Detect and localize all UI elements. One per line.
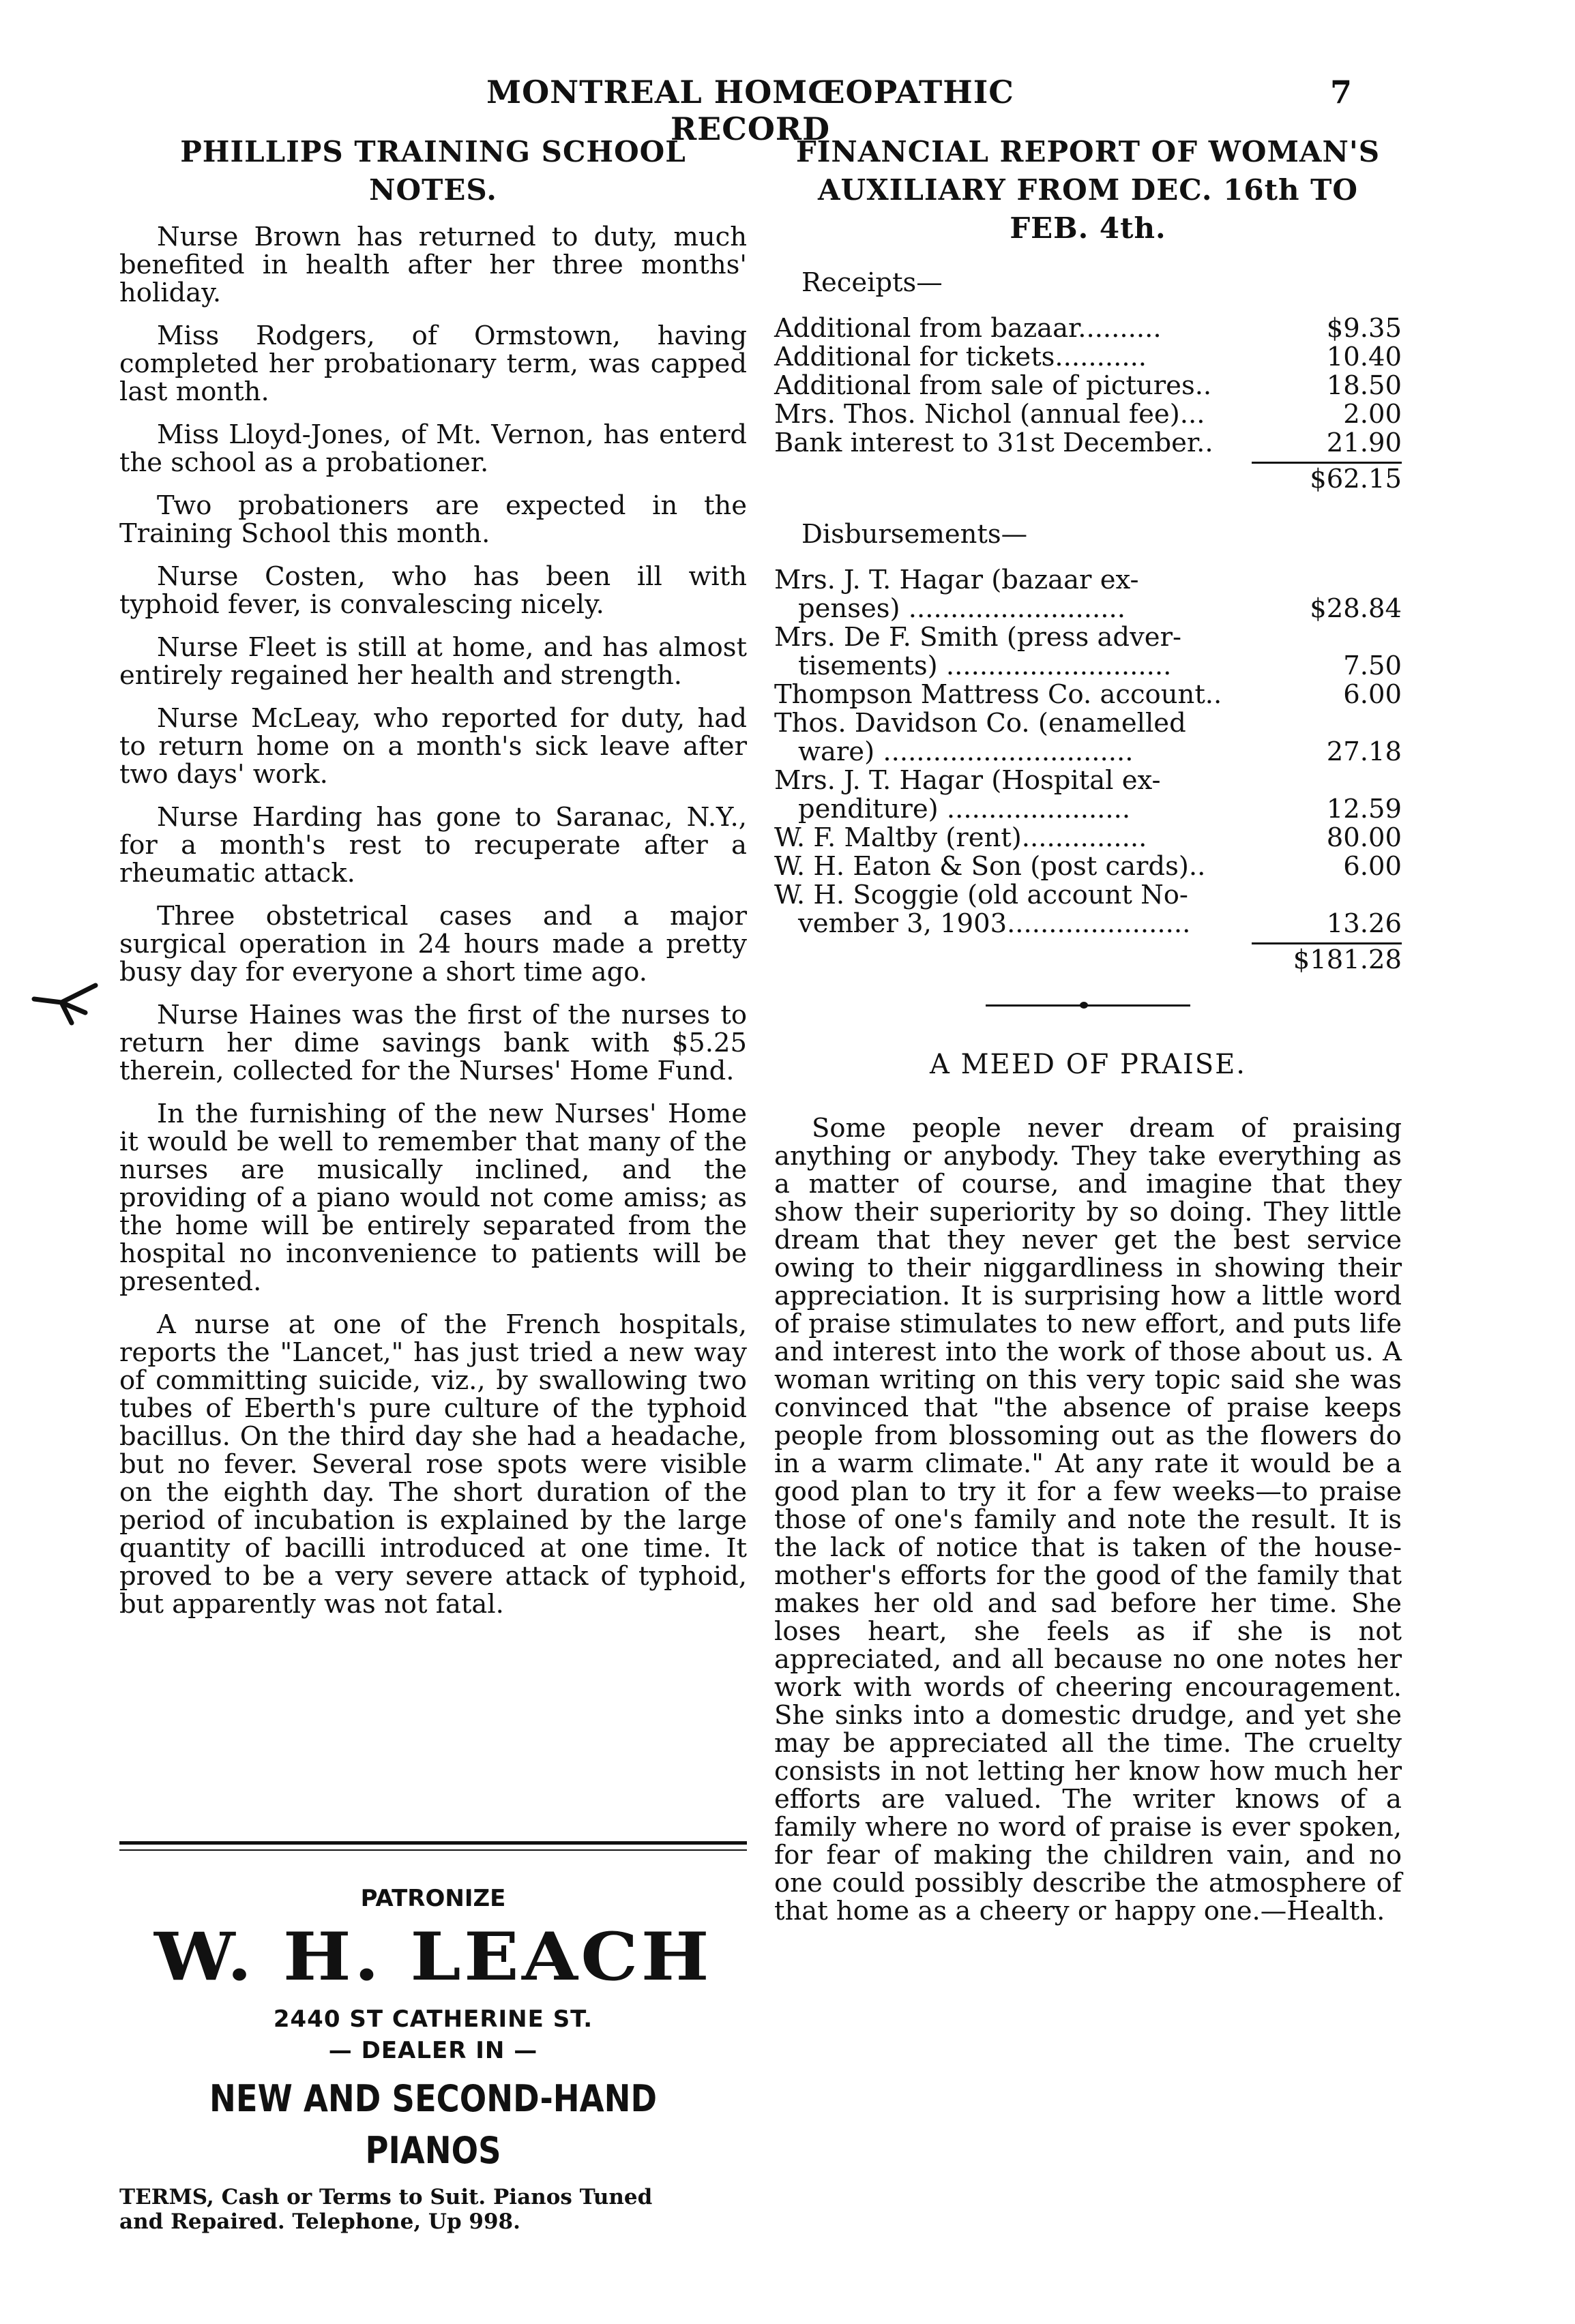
ledger-amount: 13.26 <box>1326 908 1402 939</box>
note-paragraph: Nurse Harding has gone to Saranac, N.Y., for a month's rest to recuperate after a rheumatic attack. <box>119 802 747 889</box>
ledger-desc: W. H. Eaton & Son (post cards).. <box>774 851 1206 882</box>
running-header: MONTREAL HOMŒOPATHIC RECORD <box>486 74 1014 147</box>
ledger-amount: $28.84 <box>1310 593 1402 624</box>
ledger-desc: penditure) ...................... <box>798 794 1131 824</box>
ledger-amount: 27.18 <box>1326 736 1402 767</box>
ledger-row <box>774 314 1402 343</box>
ledger-amount: 12.59 <box>1326 794 1402 824</box>
ledger-row <box>774 566 1402 595</box>
ledger-row <box>774 429 1402 458</box>
ledger-amount: 18.50 <box>1326 370 1402 401</box>
ledger-row <box>774 881 1402 910</box>
ledger-desc: Mrs. J. T. Hagar (Hospital ex- <box>774 765 1161 796</box>
note-paragraph: Three obstetrical cases and a major surgical operation in 24 hours made a pretty busy day for everyone a short time ago. <box>119 901 747 987</box>
note-paragraph: Miss Rodgers, of Ormstown, having completed her probationary term, was capped last month. <box>119 321 747 407</box>
note-paragraph: In the furnishing of the new Nurses' Home it would be well to remember that many of the nurses are musically inclined, and the providing of a piano would not come amiss; as the home will be entirely separated from the hospital no inconvenience to patients will be presented. <box>119 1099 747 1297</box>
disbursements-total: $181.28 <box>1293 944 1402 975</box>
ledger-row <box>774 766 1402 795</box>
ledger-row <box>774 910 1402 938</box>
ledger-row <box>774 343 1402 372</box>
ledger-amount: 10.40 <box>1326 342 1402 372</box>
ad-terms-line: TERMS, Cash or Terms to Suit. Pianos Tuned <box>119 2185 653 2209</box>
ad-lead: PATRONIZE <box>360 1885 506 1912</box>
margin-pencil-mark <box>31 975 99 1030</box>
page-number: 7 <box>1330 74 1353 110</box>
ledger-desc: Thos. Davidson Co. (enamelled <box>774 708 1186 739</box>
ledger-desc: Thompson Mattress Co. account.. <box>774 679 1222 710</box>
ledger-desc: ware) .............................. <box>798 736 1134 767</box>
ledger-desc: Mrs. De F. Smith (press adver- <box>774 622 1181 653</box>
ad-rule <box>119 1841 747 1845</box>
ledger-row <box>774 738 1402 766</box>
ledger-desc: W. H. Scoggie (old account No- <box>774 880 1188 910</box>
leach-advertisement <box>119 1841 747 2234</box>
ledger-desc: Mrs. J. T. Hagar (bazaar ex- <box>774 565 1139 595</box>
ledger-desc: Additional for tickets........... <box>774 342 1147 372</box>
ledger-row <box>774 372 1402 400</box>
disbursements-label: Disbursements— <box>801 519 1028 550</box>
note-paragraph: Nurse Haines was the first of the nurses to return her dime savings bank with $5.25 therein, collected for the Nurses' Home Fund. <box>119 1000 747 1086</box>
ad-terms-line: and Repaired. Telephone, Up 998. <box>119 2209 520 2234</box>
ad-dealer: — DEALER IN — <box>328 2037 538 2064</box>
ad-address: 2440 ST CATHERINE ST. <box>273 2006 593 2033</box>
ledger-row <box>774 652 1402 681</box>
note-paragraph: A nurse at one of the French hospitals, reports the "Lancet," has just tried a new way of committing suicide, viz., by swallowing two tubes of Eberth's pure culture of the typhoid bacillus. On the third day she had a headache, but no fever. Several rose spots were visible on the eighth day. The short duration of the period of incubation is explained by the large quantity of bacilli introduced at one time. It proved to be a very severe attack of typhoid, but apparently was not fatal. <box>119 1309 747 1620</box>
ad-business-name: W. H. LEACH <box>154 1918 712 1995</box>
receipts-ledger <box>774 314 1402 495</box>
ledger-row <box>774 595 1402 623</box>
ledger-amount: 80.00 <box>1326 822 1402 853</box>
ad-terms <box>119 2185 747 2234</box>
meed-of-praise-text: Some people never dream of praising anything or anybody. They take everything as a matter of course, and imagine that they show their superiority by so doing. They little dream that they never get the best service owing to their niggardliness in showing their appreciation. It is surprising how a little word of praise stimulates to new effort, and puts life and interest into the work of those about us. A woman writing on this very topic said she was convinced that "the absence of praise keeps people from blossoming out as the flowers do in a warm climate." At any rate it would be a good plan to try it for a few weeks—to praise those of one's family and note the result. It is the lack of notice that is taken of the house-mother's efforts for the good of the family that makes her old and sad before her time. She loses heart, she feels as if she is not appreciated, and all because no one notes her work with words of cheering encouragement. She sinks into a domestic drudge, and yet she may be appreciated all the time. The cruelty consists in not letting her know how much her efforts are valued. The writer knows of a family where no word of praise is ever spoken, for fear of making the children vain, and no one could possibly describe the atmosphere of that home as a cheery or happy one.—Health. <box>774 1113 1402 1926</box>
ad-rule <box>119 1849 747 1851</box>
ledger-row <box>774 709 1402 738</box>
note-paragraph: Nurse Fleet is still at home, and has almost entirely regained her health and strength. <box>119 632 747 691</box>
financial-report-title: FINANCIAL REPORT OF WOMAN'S AUXILIARY FROM DEC. 16th TO FEB. 4th. <box>795 135 1381 245</box>
ledger-desc: tisements) ........................... <box>798 651 1172 681</box>
ledger-row <box>774 795 1402 824</box>
ledger-desc: Mrs. Thos. Nichol (annual fee)... <box>774 399 1205 430</box>
ledger-amount: 21.90 <box>1326 428 1402 458</box>
training-school-title: PHILLIPS TRAINING SCHOOL NOTES. <box>180 135 686 207</box>
ledger-row <box>774 681 1402 709</box>
ledger-amount: 2.00 <box>1343 399 1402 430</box>
ad-product: NEW AND SECOND-HAND PIANOS <box>209 2077 658 2172</box>
receipts-total: $62.15 <box>1310 464 1402 494</box>
note-paragraph: Nurse Brown has returned to duty, much benefited in health after her three months' holiday. <box>119 222 747 308</box>
ledger-amount: $9.35 <box>1326 313 1402 344</box>
receipts-label: Receipts— <box>801 267 943 298</box>
note-paragraph: Nurse Costen, who has been ill with typhoid fever, is convalescing nicely. <box>119 561 747 620</box>
left-column <box>119 133 747 1633</box>
ledger-row <box>774 852 1402 881</box>
ledger-row <box>774 824 1402 852</box>
ledger-amount: 6.00 <box>1343 851 1402 882</box>
ledger-desc: Additional from bazaar.......... <box>774 313 1162 344</box>
ledger-desc: penses) .......................... <box>798 593 1125 624</box>
note-paragraph: Miss Lloyd-Jones, of Mt. Vernon, has enterd the school as a probationer. <box>119 419 747 478</box>
section-divider <box>986 1004 1190 1007</box>
ledger-amount: 6.00 <box>1343 679 1402 710</box>
ledger-desc: Additional from sale of pictures.. <box>774 370 1212 401</box>
right-column <box>774 133 1402 1940</box>
ledger-desc: W. F. Maltby (rent)............... <box>774 822 1147 853</box>
ledger-desc: vember 3, 1903...................... <box>798 908 1191 939</box>
disbursements-ledger <box>774 566 1402 976</box>
ledger-desc: Bank interest to 31st December.. <box>774 428 1213 458</box>
note-paragraph: Two probationers are expected in the Training School this month. <box>119 490 747 549</box>
note-paragraph: Nurse McLeay, who reported for duty, had to return home on a month's sick leave after two days' work. <box>119 703 747 790</box>
ledger-row <box>774 400 1402 429</box>
ledger-row <box>774 623 1402 652</box>
meed-of-praise-title: A MEED OF PRAISE. <box>929 1049 1247 1080</box>
ledger-amount: 7.50 <box>1343 651 1402 681</box>
